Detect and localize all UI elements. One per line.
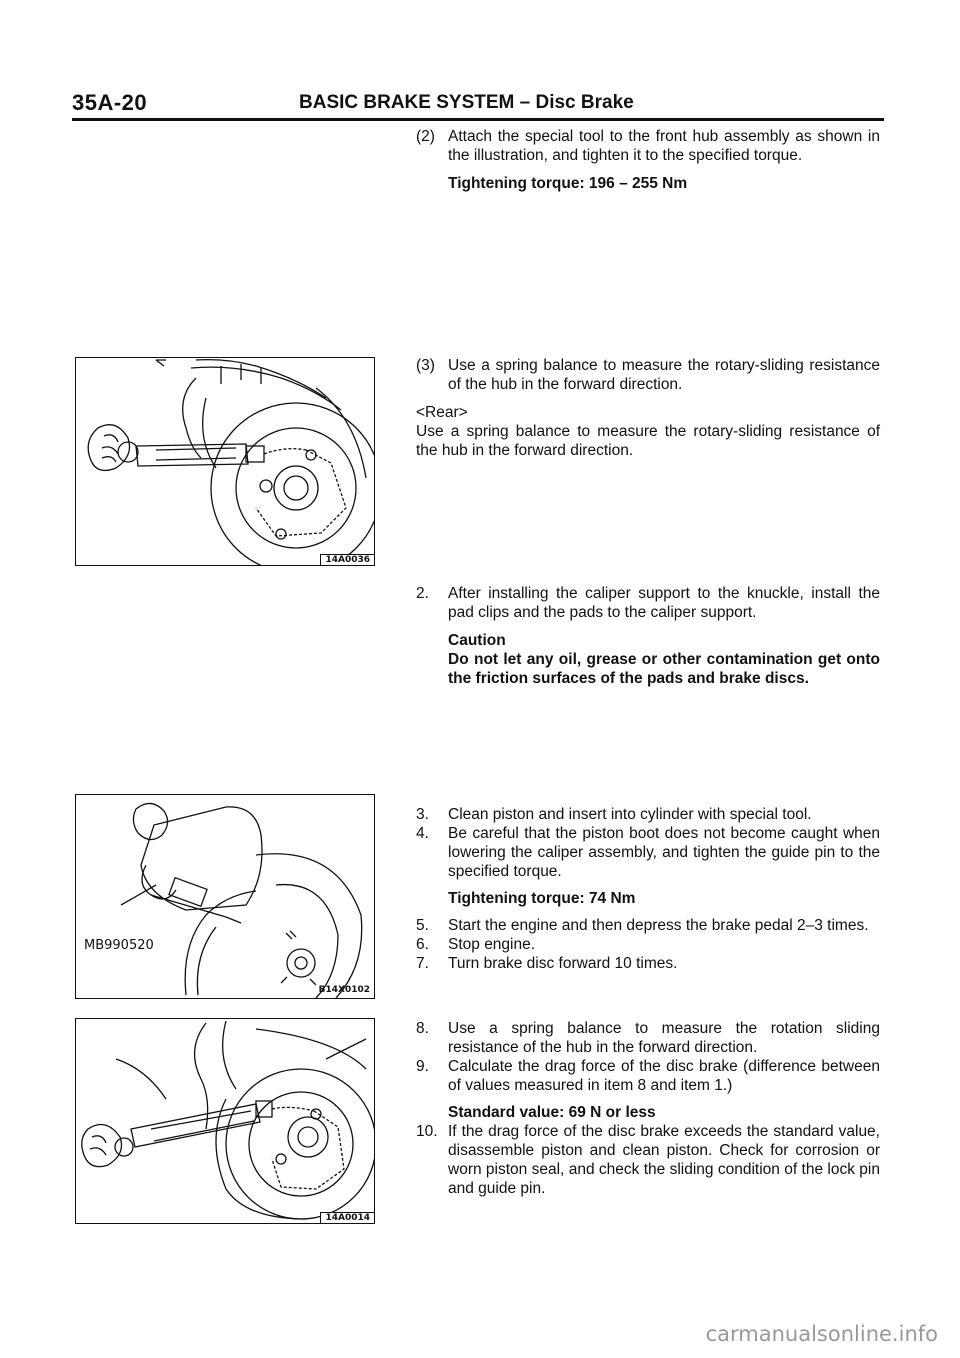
substep-2 bbox=[416, 127, 880, 165]
step-3-number: 3. bbox=[416, 806, 429, 823]
step-8 bbox=[416, 1019, 880, 1057]
caution-text: Do not let any oil, grease or other contamination get onto the friction surfaces of the pads and brake discs. bbox=[448, 651, 880, 687]
step-5 bbox=[416, 916, 880, 935]
page-header bbox=[72, 90, 884, 120]
step-4-number: 4. bbox=[416, 825, 429, 842]
step-4-torque: Tightening torque: 74 Nm bbox=[448, 890, 636, 907]
rear-heading: <Rear> bbox=[416, 404, 468, 421]
step-6-number: 6. bbox=[416, 936, 429, 953]
step-9-text: Calculate the drag force of the disc brake (difference between of values measured in item 8 and item 1.) bbox=[448, 1058, 880, 1094]
step-9 bbox=[416, 1057, 880, 1095]
step-4-text: Be careful that the piston boot does not become caught when lowering the caliper assembly, and tighten the guide pin to the specified torque. bbox=[448, 825, 880, 880]
substep-2-text: Attach the special tool to the front hub assembly as shown in the illustration, and tighten it to the specified torque. bbox=[448, 128, 880, 164]
step-8-number: 8. bbox=[416, 1020, 429, 1037]
step-2-block bbox=[416, 584, 880, 688]
steps-8-10-block bbox=[416, 1019, 880, 1198]
spring-balance-illustration bbox=[76, 358, 374, 565]
figure-code: 14A0014 bbox=[320, 1212, 374, 1223]
header-rule bbox=[72, 118, 884, 121]
page-number: 35A-20 bbox=[72, 90, 148, 115]
figure-code: 14A0036 bbox=[320, 554, 374, 565]
step-10-number: 10. bbox=[416, 1123, 438, 1140]
figure-spring-balance-front bbox=[75, 357, 375, 566]
step-6 bbox=[416, 935, 880, 954]
step-3 bbox=[416, 805, 880, 824]
step-5-text: Start the engine and then depress the brake pedal 2–3 times. bbox=[448, 917, 869, 934]
step-10 bbox=[416, 1122, 880, 1198]
figure-caliper-tool bbox=[75, 794, 375, 999]
step-2-text: After installing the caliper support to the knuckle, install the pad clips and the pads to the caliper support. bbox=[448, 585, 880, 621]
figure-spring-balance-drag bbox=[75, 1018, 375, 1224]
substep-3-block bbox=[416, 356, 880, 460]
substep-2-torque: Tightening torque: 196 – 255 Nm bbox=[448, 175, 688, 192]
step-4 bbox=[416, 824, 880, 881]
substep-2-number: (2) bbox=[416, 128, 435, 145]
step-7-text: Turn brake disc forward 10 times. bbox=[448, 955, 678, 972]
step-3-text: Clean piston and insert into cylinder with special tool. bbox=[448, 806, 812, 823]
caution-heading: Caution bbox=[448, 632, 506, 649]
rear-text: Use a spring balance to measure the rotary-sliding resistance of the hub in the forward direction. bbox=[416, 423, 880, 459]
step-7 bbox=[416, 954, 880, 973]
caliper-tool-illustration bbox=[76, 795, 374, 998]
substep-2-block bbox=[416, 127, 880, 202]
tool-part-number: MB990520 bbox=[84, 938, 154, 953]
step-9-number: 9. bbox=[416, 1058, 429, 1075]
section-title: BASIC BRAKE SYSTEM – Disc Brake bbox=[299, 92, 634, 113]
steps-3-7-block bbox=[416, 805, 880, 973]
drag-measure-illustration bbox=[76, 1019, 374, 1223]
step-7-number: 7. bbox=[416, 955, 429, 972]
figure-code: B14X0102 bbox=[318, 985, 370, 995]
step-6-text: Stop engine. bbox=[448, 936, 536, 953]
watermark: carmanualsonline.info bbox=[705, 1322, 938, 1346]
substep-3-number: (3) bbox=[416, 357, 435, 374]
standard-value: Standard value: 69 N or less bbox=[448, 1104, 656, 1121]
substep-3 bbox=[416, 356, 880, 394]
step-5-number: 5. bbox=[416, 917, 429, 934]
step-10-text: If the drag force of the disc brake exceeds the standard value, disassemble piston and clean piston. Check for corrosion or worn piston seal, and check the sliding condition of the lock pin and guide pin. bbox=[448, 1123, 880, 1197]
step-8-text: Use a spring balance to measure the rotation sliding resistance of the hub in the forward direction. bbox=[448, 1020, 880, 1056]
substep-3-text: Use a spring balance to measure the rotary-sliding resistance of the hub in the forward direction. bbox=[448, 357, 880, 393]
step-2 bbox=[416, 584, 880, 622]
step-2-number: 2. bbox=[416, 585, 429, 602]
